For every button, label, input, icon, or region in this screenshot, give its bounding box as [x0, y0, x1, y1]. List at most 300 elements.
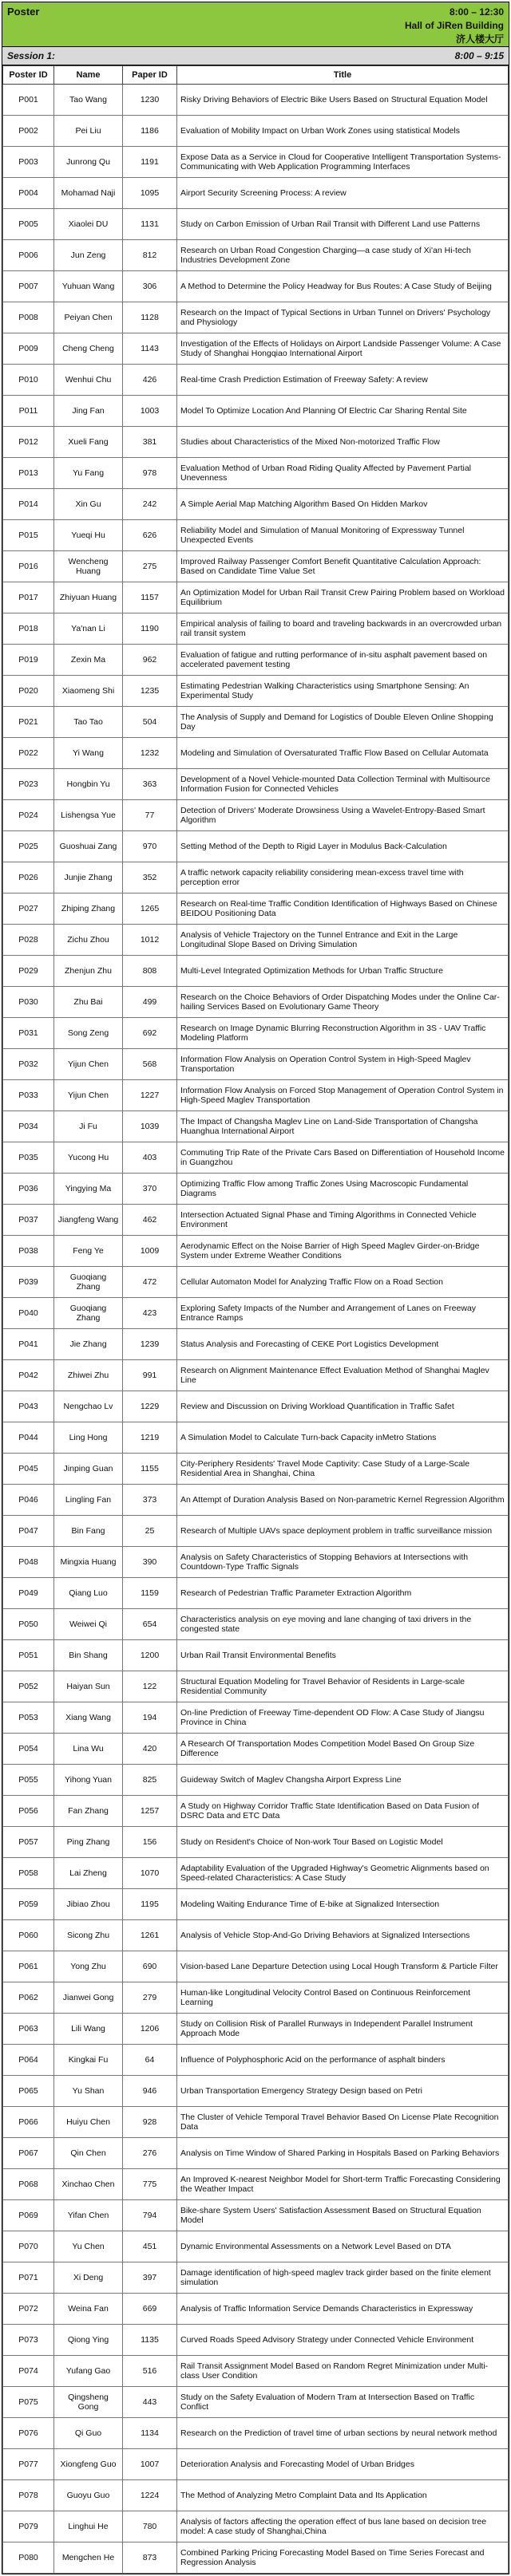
author-name-cell: Jing Fan [54, 396, 123, 427]
author-name-cell: Zhiyuan Huang [54, 582, 123, 613]
table-row [3, 2325, 509, 2356]
poster-id-cell: P078 [3, 2480, 54, 2511]
paper-title-cell: Study on the Safety Evaluation of Modern Tram at Intersection Based on Traffic Conflict [177, 2387, 509, 2418]
paper-title-cell: Intersection Actuated Signal Phase and Timing Algorithms in Connected Vehicle Environment [177, 1205, 509, 1236]
paper-title-cell: Empirical analysis of failing to board and traveling backwards in an overcrowded urban rail transit system [177, 613, 509, 645]
paper-title-cell: Research on the Choice Behaviors of Order Dispatching Modes under the Online Car-hailing Services Based on Evolutionary Game Theory [177, 987, 509, 1018]
author-name-cell: Ji Fu [54, 1111, 123, 1142]
table-row [3, 1827, 509, 1858]
table-row [3, 2542, 509, 2574]
paper-id-cell: 276 [123, 2138, 177, 2169]
poster-id-cell: P061 [3, 1951, 54, 1982]
table-header-row [3, 66, 509, 85]
table-row [3, 209, 509, 240]
author-name-cell: Haiyan Sun [54, 1671, 123, 1702]
table-row [3, 1765, 509, 1796]
author-name-cell: Mengchen He [54, 2542, 123, 2574]
paper-title-cell: Human-like Longitudinal Velocity Control Based on Continuous Reinforcement Learning [177, 1982, 509, 2014]
poster-id-cell: P065 [3, 2076, 54, 2107]
author-name-cell: Zichu Zhou [54, 925, 123, 956]
author-name-cell: Xiaomeng Shi [54, 676, 123, 707]
author-name-cell: Guoqiang Zhang [54, 1298, 123, 1329]
session-label: Session 1: [7, 50, 56, 61]
paper-title-cell: Study on Resident's Choice of Non-work Tour Based on Logistic Model [177, 1827, 509, 1858]
table-row [3, 1142, 509, 1174]
paper-id-cell: 1128 [123, 302, 177, 333]
poster-id-cell: P001 [3, 85, 54, 116]
paper-id-cell: 1191 [123, 147, 177, 178]
table-row [3, 2014, 509, 2045]
paper-id-cell: 1239 [123, 1329, 177, 1360]
poster-id-cell: P008 [3, 302, 54, 333]
paper-title-cell: The Analysis of Supply and Demand for Logistics of Double Eleven Online Shopping Day [177, 707, 509, 738]
author-name-cell: Yu Chen [54, 2231, 123, 2262]
author-name-cell: Lina Wu [54, 1734, 123, 1765]
table-row [3, 987, 509, 1018]
author-name-cell: Kingkai Fu [54, 2045, 123, 2076]
table-row [3, 1640, 509, 1671]
poster-id-cell: P063 [3, 2014, 54, 2045]
paper-id-cell: 373 [123, 1485, 177, 1516]
poster-id-cell: P028 [3, 925, 54, 956]
table-row [3, 520, 509, 551]
poster-id-cell: P038 [3, 1236, 54, 1267]
paper-title-cell: Analysis on Time Window of Shared Parking in Hospitals Based on Parking Behaviors [177, 2138, 509, 2169]
paper-title-cell: Urban Rail Transit Environmental Benefits [177, 1640, 509, 1671]
table-row [3, 2262, 509, 2294]
paper-title-cell: Analysis on Safety Characteristics of Stopping Behaviors at Intersections with Countdown-Type Traffic Signals [177, 1547, 509, 1578]
poster-id-cell: P019 [3, 645, 54, 676]
paper-id-cell: 991 [123, 1360, 177, 1391]
poster-id-cell: P034 [3, 1111, 54, 1142]
poster-id-cell: P026 [3, 862, 54, 894]
venue-name-chinese: 济人楼大厅 [455, 34, 504, 45]
paper-id-cell: 499 [123, 987, 177, 1018]
poster-id-cell: P002 [3, 116, 54, 147]
poster-id-cell: P060 [3, 1920, 54, 1951]
paper-id-cell: 962 [123, 645, 177, 676]
schedule-header [2, 2, 509, 47]
poster-id-cell: P072 [3, 2294, 54, 2325]
paper-title-cell: Bike-share System Users' Satisfaction Assessment Based on Structural Equation Model [177, 2200, 509, 2231]
paper-title-cell: The Method of Analyzing Metro Complaint Data and Its Application [177, 2480, 509, 2511]
table-row [3, 116, 509, 147]
paper-id-cell: 472 [123, 1267, 177, 1298]
poster-id-cell: P018 [3, 613, 54, 645]
table-row [3, 1267, 509, 1298]
poster-id-cell: P037 [3, 1205, 54, 1236]
paper-id-cell: 1232 [123, 738, 177, 769]
paper-id-cell: 1131 [123, 209, 177, 240]
session-bar [2, 47, 509, 65]
table-row [3, 2294, 509, 2325]
paper-title-cell: Cellular Automaton Model for Analyzing Traffic Flow on a Road Section [177, 1267, 509, 1298]
author-name-cell: Lishengsa Yue [54, 800, 123, 831]
paper-id-cell: 423 [123, 1298, 177, 1329]
author-name-cell: Junrong Qu [54, 147, 123, 178]
paper-title-cell: Expose Data as a Service in Cloud for Cooperative Intelligent Transportation Systems-Communicating with Web Application Programming Interfaces [177, 147, 509, 178]
paper-title-cell: Rail Transit Assignment Model Based on Random Regret Minimization under Multi-class User Condition [177, 2356, 509, 2387]
paper-title-cell: City-Periphery Residents' Travel Mode Captivity: Case Study of a Large-Scale Residential Area in Shanghai, China [177, 1454, 509, 1485]
paper-id-cell: 669 [123, 2294, 177, 2325]
table-row [3, 1982, 509, 2014]
paper-id-cell: 825 [123, 1765, 177, 1796]
paper-id-cell: 775 [123, 2169, 177, 2200]
paper-title-cell: Multi-Level Integrated Optimization Methods for Urban Traffic Structure [177, 956, 509, 987]
paper-title-cell: Analysis of factors affecting the operation effect of bus lane based on decision tree model: A case study of Shanghai,China [177, 2511, 509, 2542]
table-row [3, 1454, 509, 1485]
paper-id-cell: 812 [123, 240, 177, 271]
paper-title-cell: Deterioration Analysis and Forecasting Model of Urban Bridges [177, 2449, 509, 2480]
author-name-cell: Zhu Bai [54, 987, 123, 1018]
table-row [3, 2449, 509, 2480]
table-row [3, 2387, 509, 2418]
paper-id-cell: 1224 [123, 2480, 177, 2511]
paper-id-cell: 1235 [123, 676, 177, 707]
author-name-cell: Xi Deng [54, 2262, 123, 2294]
author-name-cell: Nengchao Lv [54, 1391, 123, 1422]
poster-id-cell: P033 [3, 1080, 54, 1111]
paper-id-cell: 1229 [123, 1391, 177, 1422]
table-row [3, 1391, 509, 1422]
table-row [3, 2418, 509, 2449]
paper-id-cell: 970 [123, 831, 177, 862]
paper-title-cell: Research of Multiple UAVs space deployment problem in traffic surveillance mission [177, 1516, 509, 1547]
author-name-cell: Mohamad Naji [54, 178, 123, 209]
author-name-cell: Ling Hong [54, 1422, 123, 1454]
author-name-cell: Qi Guo [54, 2418, 123, 2449]
column-header-title: Title [177, 66, 509, 85]
table-row [3, 1796, 509, 1827]
author-name-cell: Yingying Ma [54, 1174, 123, 1205]
paper-id-cell: 77 [123, 800, 177, 831]
paper-id-cell: 1009 [123, 1236, 177, 1267]
paper-id-cell: 978 [123, 458, 177, 489]
author-name-cell: Zexin Ma [54, 645, 123, 676]
author-name-cell: Xinchao Chen [54, 2169, 123, 2200]
paper-id-cell: 1039 [123, 1111, 177, 1142]
poster-id-cell: P040 [3, 1298, 54, 1329]
poster-id-cell: P079 [3, 2511, 54, 2542]
poster-id-cell: P003 [3, 147, 54, 178]
paper-id-cell: 1135 [123, 2325, 177, 2356]
poster-id-cell: P023 [3, 769, 54, 800]
author-name-cell: Zhenjun Zhu [54, 956, 123, 987]
poster-id-cell: P043 [3, 1391, 54, 1422]
paper-title-cell: Setting Method of the Depth to Rigid Layer in Modulus Back-Calculation [177, 831, 509, 862]
table-row [3, 1049, 509, 1080]
paper-title-cell: Aerodynamic Effect on the Noise Barrier of High Speed Maglev Girder-on-Bridge System under Extreme Weather Conditions [177, 1236, 509, 1267]
paper-title-cell: A Simple Aerial Map Matching Algorithm Based On Hidden Markov [177, 489, 509, 520]
author-name-cell: Weiwei Qi [54, 1609, 123, 1640]
poster-id-cell: P052 [3, 1671, 54, 1702]
paper-id-cell: 946 [123, 2076, 177, 2107]
author-name-cell: Mingxia Huang [54, 1547, 123, 1578]
paper-id-cell: 1200 [123, 1640, 177, 1671]
author-name-cell: Fan Zhang [54, 1796, 123, 1827]
poster-id-cell: P070 [3, 2231, 54, 2262]
table-row [3, 1547, 509, 1578]
paper-title-cell: Research on Urban Road Congestion Charging—a case study of Xi'an Hi-tech Industries Development Zone [177, 240, 509, 271]
paper-id-cell: 306 [123, 271, 177, 302]
author-name-cell: Sicong Zhu [54, 1920, 123, 1951]
poster-id-cell: P009 [3, 333, 54, 365]
paper-title-cell: Study on Carbon Emission of Urban Rail Transit with Different Land use Patterns [177, 209, 509, 240]
table-row [3, 1485, 509, 1516]
paper-id-cell: 1219 [123, 1422, 177, 1454]
table-row [3, 1889, 509, 1920]
poster-id-cell: P044 [3, 1422, 54, 1454]
poster-id-cell: P031 [3, 1018, 54, 1049]
author-name-cell: Linghui He [54, 2511, 123, 2542]
poster-id-cell: P056 [3, 1796, 54, 1827]
paper-id-cell: 928 [123, 2107, 177, 2138]
paper-title-cell: An Optimization Model for Urban Rail Transit Crew Pairing Problem based on Workload Equilibrium [177, 582, 509, 613]
paper-id-cell: 25 [123, 1516, 177, 1547]
author-name-cell: Qiang Luo [54, 1578, 123, 1609]
poster-id-cell: P042 [3, 1360, 54, 1391]
paper-id-cell: 1095 [123, 178, 177, 209]
poster-id-cell: P077 [3, 2449, 54, 2480]
poster-id-cell: P075 [3, 2387, 54, 2418]
poster-id-cell: P016 [3, 551, 54, 582]
poster-id-cell: P046 [3, 1485, 54, 1516]
author-name-cell: Jun Zeng [54, 240, 123, 271]
paper-id-cell: 1003 [123, 396, 177, 427]
table-row [3, 613, 509, 645]
poster-id-cell: P059 [3, 1889, 54, 1920]
paper-title-cell: Research on Real-time Traffic Condition Identification of Highways Based on Chinese BEIDOU Positioning Data [177, 894, 509, 925]
author-name-cell: Yufang Gao [54, 2356, 123, 2387]
poster-id-cell: P041 [3, 1329, 54, 1360]
paper-title-cell: Real-time Crash Prediction Estimation of Freeway Safety: A review [177, 365, 509, 396]
table-row [3, 738, 509, 769]
paper-id-cell: 1195 [123, 1889, 177, 1920]
poster-id-cell: P005 [3, 209, 54, 240]
paper-title-cell: Research on Image Dynamic Blurring Reconstruction Algorithm in 3S - UAV Traffic Modeling Platform [177, 1018, 509, 1049]
poster-id-cell: P006 [3, 240, 54, 271]
paper-id-cell: 1265 [123, 894, 177, 925]
paper-id-cell: 275 [123, 551, 177, 582]
paper-id-cell: 462 [123, 1205, 177, 1236]
poster-id-cell: P021 [3, 707, 54, 738]
paper-title-cell: Airport Security Screening Process: A review [177, 178, 509, 209]
table-row [3, 365, 509, 396]
paper-id-cell: 1134 [123, 2418, 177, 2449]
poster-id-cell: P053 [3, 1702, 54, 1734]
table-row [3, 707, 509, 738]
author-name-cell: Bin Fang [54, 1516, 123, 1547]
paper-id-cell: 1143 [123, 333, 177, 365]
paper-id-cell: 122 [123, 1671, 177, 1702]
paper-id-cell: 808 [123, 956, 177, 987]
poster-id-cell: P076 [3, 2418, 54, 2449]
paper-id-cell: 1227 [123, 1080, 177, 1111]
paper-id-cell: 363 [123, 769, 177, 800]
table-row [3, 1951, 509, 1982]
author-name-cell: Xiongfeng Guo [54, 2449, 123, 2480]
paper-id-cell: 780 [123, 2511, 177, 2542]
poster-id-cell: P014 [3, 489, 54, 520]
poster-id-cell: P022 [3, 738, 54, 769]
author-name-cell: Yong Zhu [54, 1951, 123, 1982]
paper-title-cell: Evaluation Method of Urban Road Riding Quality Affected by Pavement Partial Unevenness [177, 458, 509, 489]
poster-id-cell: P069 [3, 2200, 54, 2231]
paper-id-cell: 654 [123, 1609, 177, 1640]
paper-title-cell: Status Analysis and Forecasting of CEKE Port Logistics Development [177, 1329, 509, 1360]
author-name-cell: Weina Fan [54, 2294, 123, 2325]
poster-id-cell: P049 [3, 1578, 54, 1609]
poster-id-cell: P067 [3, 2138, 54, 2169]
table-row [3, 676, 509, 707]
author-name-cell: Ya'nan Li [54, 613, 123, 645]
table-row [3, 1018, 509, 1049]
time-venue [405, 6, 504, 43]
paper-title-cell: Study on Collision Risk of Parallel Runways in Independent Parallel Instrument Approach Mode [177, 2014, 509, 2045]
author-name-cell: Xin Gu [54, 489, 123, 520]
author-name-cell: Qin Chen [54, 2138, 123, 2169]
paper-title-cell: Review and Discussion on Driving Workload Quantification in Traffic Safet [177, 1391, 509, 1422]
poster-id-cell: P073 [3, 2325, 54, 2356]
table-row [3, 1858, 509, 1889]
paper-title-cell: Vision-based Lane Departure Detection using Local Hough Transform & Particle Filter [177, 1951, 509, 1982]
paper-title-cell: Detection of Drivers' Moderate Drowsiness Using a Wavelet-Entropy-Based Smart Algorithm [177, 800, 509, 831]
author-name-cell: Guoyu Guo [54, 2480, 123, 2511]
table-row [3, 2107, 509, 2138]
paper-title-cell: A Simulation Model to Calculate Turn-back Capacity inMetro Stations [177, 1422, 509, 1454]
table-row [3, 1516, 509, 1547]
author-name-cell: Yifan Chen [54, 2200, 123, 2231]
author-name-cell: Hongbin Yu [54, 769, 123, 800]
table-row [3, 1734, 509, 1765]
author-name-cell: Jianwei Gong [54, 1982, 123, 2014]
author-name-cell: Jibiao Zhou [54, 1889, 123, 1920]
author-name-cell: Zhiping Zhang [54, 894, 123, 925]
paper-title-cell: Commuting Trip Rate of the Private Cars Based on Differentiation of Household Income in Guangzhou [177, 1142, 509, 1174]
author-name-cell: Wencheng Huang [54, 551, 123, 582]
table-row [3, 1920, 509, 1951]
author-name-cell: Lingling Fan [54, 1485, 123, 1516]
paper-id-cell: 381 [123, 427, 177, 458]
table-row [3, 1329, 509, 1360]
paper-id-cell: 443 [123, 2387, 177, 2418]
table-row [3, 956, 509, 987]
paper-id-cell: 242 [123, 489, 177, 520]
paper-title-cell: Damage identification of high-speed maglev track girder based on the finite element simulation [177, 2262, 509, 2294]
paper-id-cell: 1230 [123, 85, 177, 116]
author-name-cell: Guoshuai Zang [54, 831, 123, 862]
table-row [3, 1578, 509, 1609]
table-row [3, 862, 509, 894]
author-name-cell: Song Zeng [54, 1018, 123, 1049]
paper-title-cell: Research on Alignment Maintenance Effect Evaluation Method of Shanghai Maglev Line [177, 1360, 509, 1391]
paper-id-cell: 194 [123, 1702, 177, 1734]
paper-id-cell: 794 [123, 2200, 177, 2231]
table-row [3, 1080, 509, 1111]
paper-id-cell: 279 [123, 1982, 177, 2014]
table-row [3, 551, 509, 582]
paper-id-cell: 426 [123, 365, 177, 396]
poster-id-cell: P050 [3, 1609, 54, 1640]
author-name-cell: Junjie Zhang [54, 862, 123, 894]
table-row [3, 271, 509, 302]
venue-name: Hall of JiRen Building [404, 20, 504, 31]
paper-id-cell: 64 [123, 2045, 177, 2076]
table-row [3, 333, 509, 365]
poster-table [2, 65, 509, 2574]
table-row [3, 1671, 509, 1702]
poster-id-cell: P032 [3, 1049, 54, 1080]
poster-id-cell: P057 [3, 1827, 54, 1858]
paper-id-cell: 873 [123, 2542, 177, 2574]
author-name-cell: Ping Zhang [54, 1827, 123, 1858]
table-row [3, 800, 509, 831]
table-row [3, 1236, 509, 1267]
paper-title-cell: Investigation of the Effects of Holidays on Airport Landside Passenger Volume: A Case Study of Shanghai Hongqiao International Airport [177, 333, 509, 365]
paper-title-cell: Information Flow Analysis on Operation Control System in High-Speed Maglev Transportation [177, 1049, 509, 1080]
table-row [3, 1174, 509, 1205]
author-name-cell: Yihong Yuan [54, 1765, 123, 1796]
table-row [3, 831, 509, 862]
paper-title-cell: Estimating Pedestrian Walking Characteristics using Smartphone Sensing: An Experimental Study [177, 676, 509, 707]
paper-title-cell: Analysis of Vehicle Stop-And-Go Driving Behaviors at Signalized Intersections [177, 1920, 509, 1951]
table-row [3, 2231, 509, 2262]
paper-id-cell: 156 [123, 1827, 177, 1858]
poster-id-cell: P025 [3, 831, 54, 862]
author-name-cell: Lai Zheng [54, 1858, 123, 1889]
table-row [3, 2138, 509, 2169]
column-header-name: Name [54, 66, 123, 85]
paper-id-cell: 1070 [123, 1858, 177, 1889]
paper-title-cell: Development of a Novel Vehicle-mounted Data Collection Terminal with Multisource Information Fusion for Connected Vehicles [177, 769, 509, 800]
poster-id-cell: P051 [3, 1640, 54, 1671]
paper-title-cell: A Research Of Transportation Modes Competition Model Based On Group Size Difference [177, 1734, 509, 1765]
table-body [3, 85, 509, 2574]
paper-id-cell: 1007 [123, 2449, 177, 2480]
paper-id-cell: 1157 [123, 582, 177, 613]
table-row [3, 2076, 509, 2107]
author-name-cell: Wenhui Chu [54, 365, 123, 396]
paper-title-cell: Influence of Polyphosphoric Acid on the performance of asphalt binders [177, 2045, 509, 2076]
author-name-cell: Qingsheng Gong [54, 2387, 123, 2418]
author-name-cell: Lili Wang [54, 2014, 123, 2045]
paper-title-cell: Dynamic Environmental Assessments on a Network Level Based on DTA [177, 2231, 509, 2262]
paper-id-cell: 1012 [123, 925, 177, 956]
table-row [3, 1609, 509, 1640]
poster-id-cell: P030 [3, 987, 54, 1018]
table-row [3, 2356, 509, 2387]
poster-id-cell: P047 [3, 1516, 54, 1547]
poster-id-cell: P004 [3, 178, 54, 209]
paper-title-cell: Analysis of Traffic Information Service Demands Characteristics in Expressway [177, 2294, 509, 2325]
paper-id-cell: 1206 [123, 2014, 177, 2045]
paper-id-cell: 451 [123, 2231, 177, 2262]
paper-title-cell: Information Flow Analysis on Forced Stop Management of Operation Control System in High-Speed Maglev Transportation [177, 1080, 509, 1111]
poster-id-cell: P066 [3, 2107, 54, 2138]
poster-id-cell: P045 [3, 1454, 54, 1485]
poster-id-cell: P024 [3, 800, 54, 831]
poster-id-cell: P064 [3, 2045, 54, 2076]
table-row [3, 1702, 509, 1734]
poster-id-cell: P035 [3, 1142, 54, 1174]
paper-title-cell: Exploring Safety Impacts of the Number and Arrangement of Lanes on Freeway Entrance Ramps [177, 1298, 509, 1329]
paper-title-cell: A traffic network capacity reliability considering mean-excess travel time with perception error [177, 862, 509, 894]
poster-id-cell: P048 [3, 1547, 54, 1578]
paper-id-cell: 1190 [123, 613, 177, 645]
table-row [3, 396, 509, 427]
table-row [3, 1298, 509, 1329]
author-name-cell: Jinping Guan [54, 1454, 123, 1485]
